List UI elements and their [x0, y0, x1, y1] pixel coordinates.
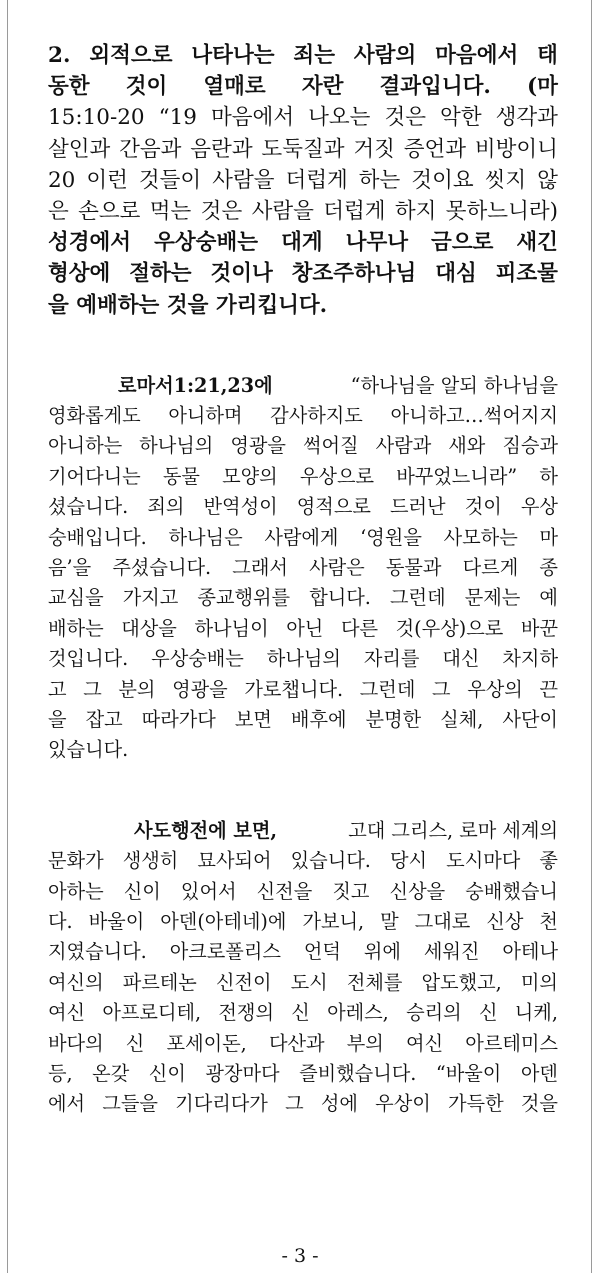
word: 것이: [125, 74, 168, 100]
word: 신상: [486, 909, 524, 933]
word: 다.: [48, 909, 73, 933]
text: [48, 907, 558, 937]
word: 아덴: [520, 1061, 558, 1085]
word: 살인과: [48, 136, 111, 162]
word: 마음에서: [211, 105, 295, 131]
emphasis-line-3: [48, 290, 558, 321]
word: 죄는: [293, 43, 335, 68]
word: 배후에: [290, 707, 347, 731]
word: 도시마다: [446, 849, 521, 873]
word: 음’을: [48, 556, 92, 580]
word: 지였습니다.: [48, 940, 147, 964]
word: 성에: [320, 1092, 358, 1116]
text: [48, 1059, 558, 1089]
word: 신상을: [389, 879, 446, 903]
word: 열매로: [203, 74, 266, 100]
word: 절하는: [129, 261, 192, 287]
text: 있습니다.: [48, 738, 129, 762]
word: 짐승과: [502, 434, 558, 458]
word: 그래서: [232, 556, 288, 580]
word: 하나님의: [139, 434, 214, 458]
word: 종교행위를: [197, 586, 291, 610]
word: 대심: [435, 261, 477, 287]
word: 손으로: [78, 198, 141, 224]
text: [48, 431, 558, 461]
word: 그런데: [390, 586, 446, 610]
paragraph-line: [48, 877, 558, 907]
word: 대게: [281, 230, 323, 256]
page-border-left: [7, 0, 8, 1273]
word: 그: [285, 1092, 304, 1116]
word: 온갖: [92, 1061, 130, 1085]
word: 하나님이: [194, 616, 269, 640]
word: 죄의: [147, 495, 185, 519]
word: 창조주하나님: [291, 261, 417, 287]
text: [48, 196, 558, 227]
word: 그대로: [414, 909, 471, 933]
paragraph-line: [48, 553, 558, 583]
word: 비방이니: [474, 136, 558, 162]
text: [48, 258, 558, 289]
word: 증언과: [403, 136, 467, 162]
word: 미의: [520, 970, 558, 994]
paragraph-line: [48, 644, 558, 674]
text: [48, 644, 558, 674]
word: 아니하고…썩어지지: [390, 404, 558, 428]
text: [48, 846, 558, 876]
emphasis-line-1: [48, 227, 558, 258]
word: 종: [539, 556, 558, 580]
word: 묘사되어: [197, 849, 272, 873]
text: [48, 583, 558, 613]
emphasis-statement: [48, 227, 558, 321]
paragraph-line: [48, 675, 558, 705]
text: [48, 675, 558, 705]
paragraph-line: [48, 1029, 558, 1059]
word: “19: [158, 105, 197, 131]
word: 말: [380, 909, 399, 933]
word: 태: [537, 43, 558, 68]
word: 여신: [406, 1031, 444, 1055]
word: 사람을: [212, 167, 275, 193]
word: 그: [432, 677, 451, 701]
word: 우상으로: [299, 464, 375, 488]
word: 신이: [123, 879, 161, 903]
word: 것을: [520, 1092, 558, 1116]
text: [48, 523, 558, 553]
text: [48, 877, 558, 907]
word: 영광을: [230, 434, 286, 458]
verse-line-1: [48, 102, 558, 133]
word: ‘영원을: [360, 525, 422, 549]
word: 아르테미스: [465, 1031, 558, 1055]
word: 않: [537, 167, 558, 193]
word: 가득한: [448, 1092, 504, 1116]
word: 그: [83, 677, 102, 701]
word: 셨습니다.: [48, 495, 129, 519]
word: 그런데: [359, 677, 416, 701]
word: 먹는: [149, 198, 192, 224]
word: 것은: [384, 105, 427, 131]
word: 사람에게: [264, 525, 339, 549]
word: 15:10-20: [48, 105, 145, 131]
word: 간음과: [119, 136, 182, 162]
word: 2.: [48, 43, 71, 68]
word: 금으로: [431, 230, 494, 256]
word: 기어다니는: [48, 464, 141, 488]
text: [48, 40, 558, 71]
paragraph-line: [48, 614, 558, 644]
paragraph-line: [48, 968, 558, 998]
word: 분의: [118, 677, 156, 701]
word: 우상숭배는: [154, 230, 258, 256]
word: 다른: [340, 616, 379, 640]
word: 바꾼: [520, 616, 558, 640]
verse-line-4: [48, 196, 558, 227]
paragraph-line: [48, 816, 558, 846]
paragraph-line: [48, 937, 558, 967]
word: 바울이: [88, 909, 145, 933]
word: 더럽게: [285, 167, 348, 193]
word: 여신의: [48, 970, 104, 994]
word: 것이나: [210, 261, 273, 287]
word: 사모하는: [443, 525, 518, 549]
word: 하는: [358, 167, 401, 193]
word: 자란: [301, 74, 344, 100]
paragraph-line: [48, 1089, 558, 1119]
word: 천: [539, 909, 558, 933]
word: 아레스,: [327, 1001, 389, 1025]
word: 썩어질: [302, 434, 359, 458]
word: 동물: [162, 464, 200, 488]
word: 동물과: [385, 556, 442, 580]
word: 사람을: [251, 198, 314, 224]
word: 교심을: [48, 586, 104, 610]
word: 파르테논: [122, 970, 197, 994]
text: 고대 그리스, 로마 세계의: [348, 818, 558, 842]
text: [48, 227, 558, 258]
word: 다산과: [268, 1031, 325, 1055]
word: 광장마다: [205, 1061, 280, 1085]
word: 압도했고,: [421, 970, 502, 994]
word: 보면: [234, 707, 272, 731]
word: (마: [527, 74, 558, 100]
word: 나타나는: [191, 43, 275, 68]
word: 니케,: [514, 1001, 558, 1025]
word: 세워진: [423, 940, 480, 964]
word: 좋: [539, 849, 558, 873]
word: 이런: [86, 167, 128, 193]
word: 하나님의: [266, 647, 341, 671]
paragraph-romans: [48, 371, 558, 766]
word: 음란과: [190, 136, 253, 162]
word: 영광을: [172, 677, 228, 701]
word: 성경에서: [48, 230, 132, 256]
word: 있어서: [180, 879, 237, 903]
paragraph-line: [48, 705, 558, 735]
word: 자리를: [363, 647, 420, 671]
word: 신전을: [256, 879, 313, 903]
word: 다르게: [462, 556, 519, 580]
word: 문제는: [464, 586, 521, 610]
word: 을: [48, 707, 67, 731]
word: 가보니,: [302, 909, 365, 933]
word: 언덕: [303, 940, 341, 964]
text: [48, 102, 558, 133]
text: [48, 614, 558, 644]
word: 것(우상)으로: [395, 616, 504, 640]
word: 여신: [48, 1001, 86, 1025]
text: [48, 165, 558, 196]
word: 은: [48, 198, 69, 224]
word: 새긴: [516, 230, 558, 256]
paragraph-line: [48, 846, 558, 876]
word: 아테나: [502, 940, 558, 964]
word: 즐비했습니다.: [299, 1061, 417, 1085]
word: 마: [539, 525, 558, 549]
paragraph-line: [48, 907, 558, 937]
word: 차지하: [502, 647, 558, 671]
word: 배하는: [48, 616, 104, 640]
page-border-right: [591, 0, 592, 1273]
page-number: - 3 -: [281, 1245, 319, 1267]
word: 문화가: [48, 849, 104, 873]
word: 분명한: [365, 707, 422, 731]
verse-line-2: [48, 134, 558, 165]
text: [48, 134, 558, 165]
word: 것이요: [411, 167, 474, 193]
word: “바울이: [435, 1061, 502, 1085]
word: 하지: [394, 198, 437, 224]
text: [48, 705, 558, 735]
word: 아닌: [286, 616, 324, 640]
word: 피조물: [495, 261, 558, 287]
word: 위에: [363, 940, 401, 964]
word: 가지고: [122, 586, 179, 610]
word: 있습니다.: [290, 849, 371, 873]
text: [48, 553, 558, 583]
word: 영화롭게도: [48, 404, 141, 428]
word: 우상의: [467, 677, 523, 701]
word: 아프로디테,: [102, 1001, 202, 1025]
text: [48, 998, 558, 1028]
word: 기다리다가: [175, 1092, 268, 1116]
paragraph-line: [48, 371, 558, 401]
paragraph-lead: 사도행전에 보면,: [134, 818, 278, 842]
text: [48, 401, 558, 431]
paragraph-line: [48, 523, 558, 553]
paragraph-line: [48, 401, 558, 431]
document-page: [48, 40, 558, 1120]
word: 사단이: [502, 707, 558, 731]
word: 것이: [464, 495, 502, 519]
word: 그들을: [102, 1092, 158, 1116]
text: 을 예배하는 것을 가리킵니다.: [48, 292, 328, 318]
word: 우상이: [375, 1092, 431, 1116]
heading-line-2: [48, 71, 558, 102]
paragraph-line: [48, 1059, 558, 1089]
word: 생생히: [122, 849, 179, 873]
word: 아니하는: [48, 434, 123, 458]
heading-line-1: [48, 40, 558, 71]
word: 반역성이: [203, 495, 278, 519]
word: 바꾸었느니라”: [396, 464, 518, 488]
word: 동한: [48, 74, 90, 100]
text: [48, 937, 558, 967]
word: 고: [48, 677, 67, 701]
word: 도시: [290, 970, 328, 994]
word: 우상: [520, 495, 558, 519]
word: 하나님은: [168, 525, 243, 549]
word: 영적으로: [296, 495, 371, 519]
word: 신: [478, 1001, 498, 1025]
word: 아니하며: [168, 404, 243, 428]
word: 예: [539, 586, 558, 610]
word: 새와: [448, 434, 486, 458]
word: 부의: [346, 1031, 384, 1055]
section-heading: [48, 40, 558, 321]
verse-line-3: [48, 165, 558, 196]
word: 생각과: [495, 105, 558, 131]
paragraph-line: [48, 583, 558, 613]
paragraph-line: [48, 735, 558, 765]
emphasis-line-2: [48, 258, 558, 289]
word: 모양의: [222, 464, 278, 488]
scripture-quote: [48, 102, 558, 227]
word: 주셨습니다.: [112, 556, 212, 580]
word: 신이: [148, 1061, 186, 1085]
text: [48, 1089, 558, 1119]
word: 아하는: [48, 879, 104, 903]
paragraph-line: [48, 998, 558, 1028]
word: 사람과: [375, 434, 432, 458]
word: 것들이: [138, 167, 202, 193]
word: 전쟁의: [218, 1001, 274, 1025]
word: 바다의: [48, 1031, 104, 1055]
word: 것입니다.: [48, 647, 129, 671]
word: 잡고: [85, 707, 123, 731]
word: 실체,: [440, 707, 484, 731]
word: 도둑질과: [261, 136, 345, 162]
paragraph-line: [48, 462, 558, 492]
word: 신: [291, 1001, 310, 1025]
word: 드러난: [389, 495, 446, 519]
paragraph-line: [48, 492, 558, 522]
word: 나무나: [345, 230, 408, 256]
word: 하: [539, 464, 558, 488]
word: 아덴(아테네)에: [160, 909, 287, 933]
word: 사람의: [353, 43, 417, 68]
word: 결과입니다.: [379, 74, 491, 100]
word: 숭배했습니: [465, 879, 558, 903]
word: 거짓: [353, 136, 395, 162]
word: 끈: [539, 677, 558, 701]
word: 나오는: [308, 105, 371, 131]
word: 전체를: [346, 970, 403, 994]
word: 대상을: [121, 616, 177, 640]
word: 신전이: [215, 970, 272, 994]
word: 못하느니라): [445, 198, 558, 224]
word: 가로챕니다.: [244, 677, 344, 701]
word: 당시: [389, 849, 428, 873]
word: 승리의: [406, 1001, 462, 1025]
word: 등,: [48, 1061, 73, 1085]
heading-statement: [48, 40, 558, 102]
word: 외적으로: [89, 43, 173, 68]
word: 사람은: [309, 556, 365, 580]
word: 마음에서: [435, 43, 519, 68]
word: 짓고: [332, 879, 370, 903]
word: 것은: [200, 198, 243, 224]
word: 숭배입니다.: [48, 525, 147, 549]
word: 감사하지도: [270, 404, 363, 428]
word: 형상에: [48, 261, 111, 287]
text: [48, 1029, 558, 1059]
word: 합니다.: [309, 586, 371, 610]
text: [48, 968, 558, 998]
word: 씻지: [484, 167, 527, 193]
word: 에서: [48, 1092, 86, 1116]
word: 신: [125, 1031, 145, 1055]
word: 더럽게: [323, 198, 386, 224]
text: [48, 492, 558, 522]
paragraph-line: [48, 431, 558, 461]
paragraph-lead: 로마서1:21,23에: [118, 373, 273, 397]
text: “하나님을 알되 하나님을: [350, 373, 558, 397]
word: 우상숭배는: [151, 647, 244, 671]
paragraph-acts: [48, 816, 558, 1120]
word: 대신: [442, 647, 480, 671]
word: 아크로폴리스: [169, 940, 281, 964]
text: [48, 71, 558, 102]
text: [48, 462, 558, 492]
word: 악한: [440, 105, 482, 131]
word: 포세이돈,: [166, 1031, 247, 1055]
word: 따라가다: [141, 707, 216, 731]
word: 20: [48, 167, 76, 193]
